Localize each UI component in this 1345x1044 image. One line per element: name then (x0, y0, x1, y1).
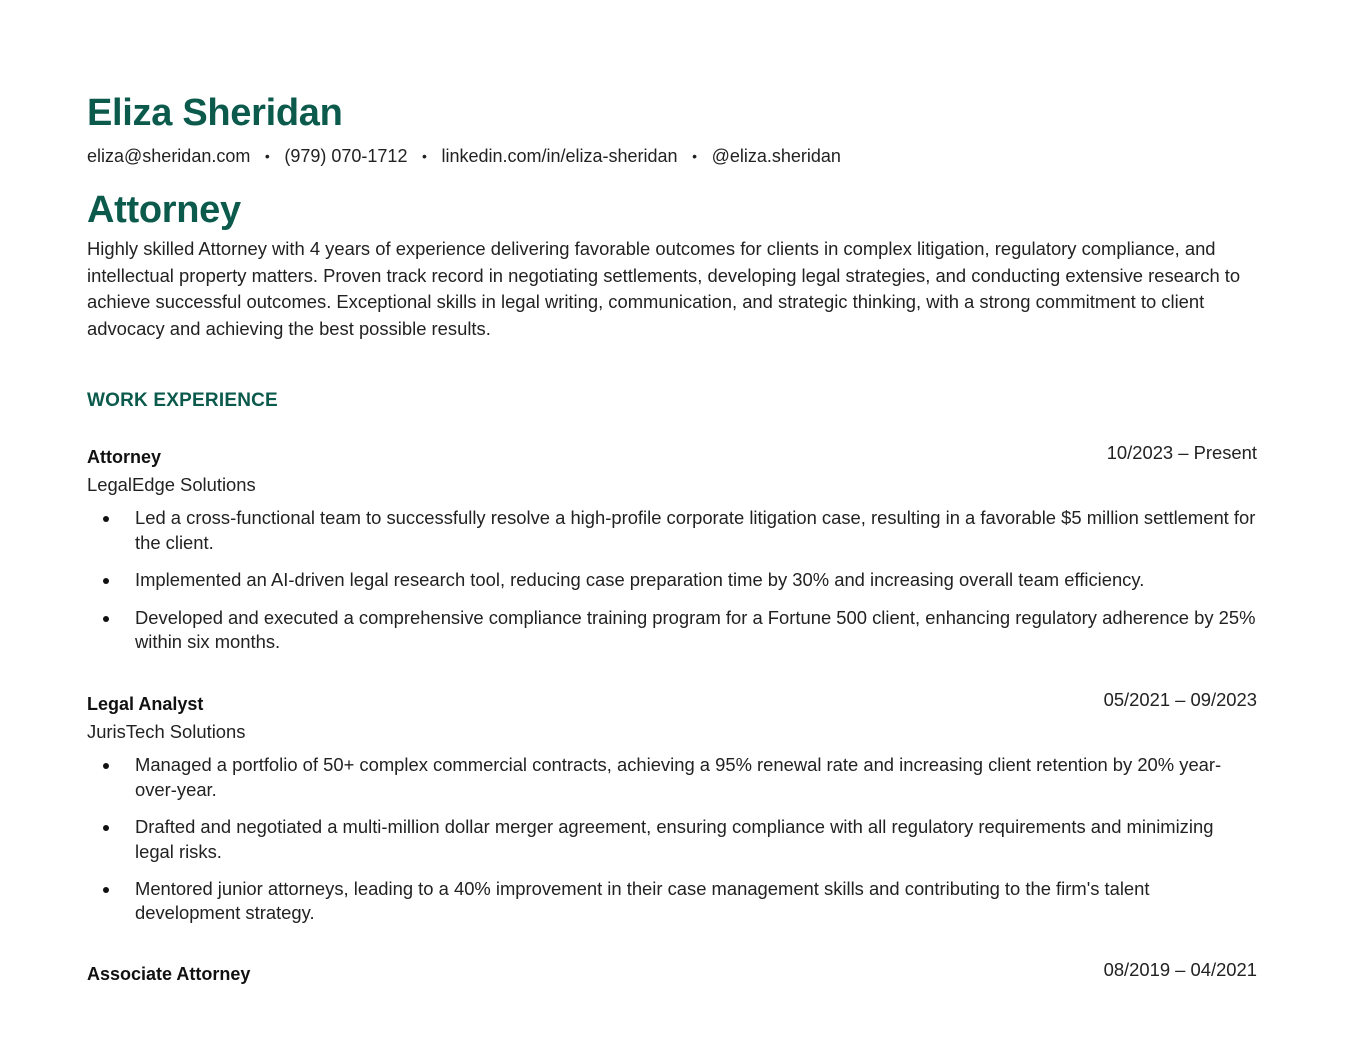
job-dates: 08/2019 – 04/2021 (1103, 958, 1257, 980)
contact-separator: • (264, 148, 270, 164)
job-company: LegalEdge Solutions (87, 474, 256, 496)
contact-separator: • (422, 148, 427, 164)
job-bullet (87, 753, 1257, 802)
job-bullet (87, 815, 1257, 864)
contact-phone[interactable]: (979) 070-1712 (284, 146, 408, 166)
job-bullet-text: Developed and executed a comprehensive compliance training program for a Fortune 500 client, enhancing regulatory adherence by 25% within six months. (135, 606, 1256, 652)
bullet-dot-icon (103, 763, 109, 769)
contact-handle[interactable]: @eliza.sheridan (711, 146, 841, 166)
job-bullet (87, 506, 1257, 555)
bullet-dot-icon (103, 578, 109, 584)
bullet-dot-icon (103, 516, 109, 522)
job-bullet (87, 568, 1257, 592)
contact-email[interactable]: eliza@sheridan.com (87, 146, 251, 166)
contact-linkedin[interactable]: linkedin.com/in/eliza-sheridan (441, 146, 678, 166)
job-company: JurisTech Solutions (87, 721, 246, 743)
section-heading-work-experience: WORK EXPERIENCE (87, 390, 278, 412)
professional-summary: Highly skilled Attorney with 4 years of experience delivering favorable outcomes for clients in complex litigation, regulatory compliance, and intellectual property matters. Proven track record in negotiating settlements, developing legal strategies, and conducting extensive research to achieve successful outcomes. Exceptional skills in legal writing, communication, and strategic thinking, with a strong commitment to client advocacy and achieving the best possible results. (87, 238, 1241, 339)
job-bullet (87, 606, 1257, 655)
contact-separator: • (692, 148, 698, 164)
job-target-title: Attorney (87, 189, 241, 231)
job-bullet-text: Managed a portfolio of 50+ complex commercial contracts, achieving a 95% renewal rate and increasing client retention by 20% year-over-year. (135, 754, 1222, 800)
resume-content (87, 88, 1257, 987)
candidate-name: Eliza Sheridan (87, 92, 343, 134)
bullet-dot-icon (103, 887, 109, 893)
job-bullet-text: Drafted and negotiated a multi-million dollar merger agreement, ensuring compliance with all regulatory requirements and minimizing legal risks. (135, 816, 1214, 862)
job-title: Associate Attorney (87, 963, 251, 984)
job-title: Attorney (87, 447, 162, 468)
job-bullet-text: Mentored junior attorneys, leading to a 40% improvement in their case management skills and contributing to the firm's talent development strategy. (135, 878, 1150, 924)
job-dates: 10/2023 – Present (1106, 442, 1257, 464)
job-header (87, 958, 1257, 987)
bullet-dot-icon (103, 616, 109, 622)
job-entry (87, 444, 1257, 654)
bullet-dot-icon (103, 825, 109, 831)
job-bullet (87, 877, 1257, 926)
job-bullet-text: Led a cross-functional team to successfully resolve a high-profile corporate litigation case, resulting in a favorable $5 million settlement for the client. (135, 507, 1256, 553)
job-header (87, 691, 1257, 717)
job-header (87, 444, 1257, 470)
job-entry (87, 958, 1257, 987)
job-dates: 05/2021 – 09/2023 (1103, 689, 1257, 711)
job-bullet-text: Implemented an AI-driven legal research tool, reducing case preparation time by 30% and increasing overall team efficiency. (135, 569, 1145, 591)
contact-line (87, 142, 1257, 170)
job-bullets (87, 753, 1257, 925)
job-title: Legal Analyst (87, 694, 204, 715)
job-entry (87, 691, 1257, 925)
job-bullets (87, 506, 1257, 654)
